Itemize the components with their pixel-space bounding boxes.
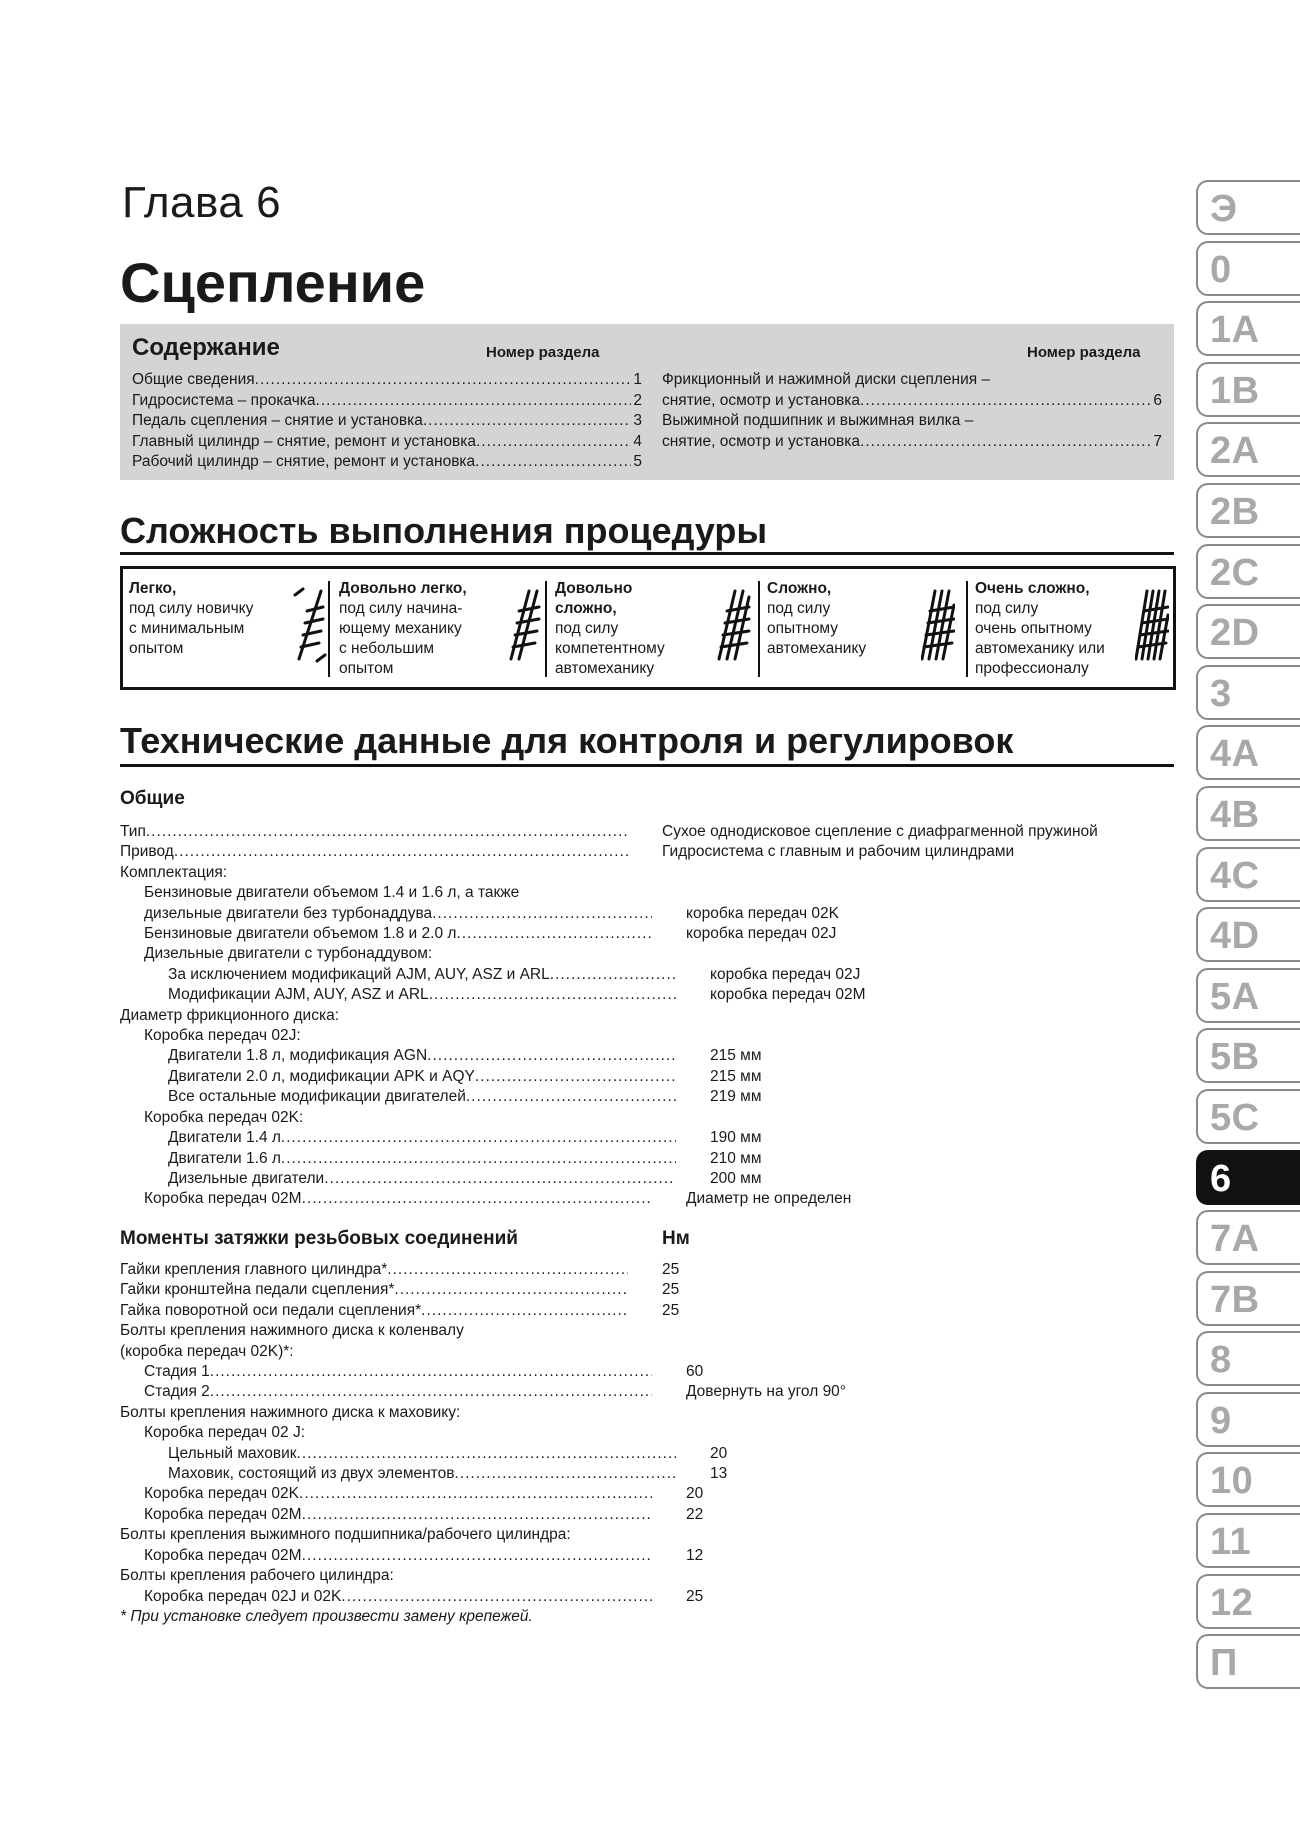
chapter-tab[interactable]: [1196, 1150, 1300, 1205]
chapter-tab[interactable]: [1196, 604, 1300, 659]
spec-value: 200 мм: [710, 1169, 762, 1187]
spec-row: [120, 1149, 1180, 1169]
difficulty-name: Довольно: [555, 580, 633, 597]
spec-row: [120, 1046, 1180, 1066]
difficulty-desc: под силу: [555, 620, 619, 637]
contents-title: Содержание: [132, 334, 280, 361]
spec-row: [120, 1108, 1180, 1128]
chapter-tab-label: 0: [1210, 248, 1232, 291]
difficulty-desc: с небольшим: [339, 640, 435, 657]
chapter-tab-label: 11: [1210, 1521, 1252, 1564]
spec-row: [120, 822, 1180, 842]
spec-row: [120, 1260, 1180, 1280]
spec-label: Болты крепления нажимного диска к коленвалу: [120, 1322, 464, 1340]
column-divider: [758, 581, 760, 677]
spec-value: 210 мм: [710, 1149, 762, 1167]
column-divider: [545, 581, 547, 677]
spec-value: 20: [710, 1444, 728, 1462]
spec-row: [120, 1128, 1180, 1148]
chapter-tab[interactable]: [1196, 786, 1300, 841]
spec-label: Комплектация:: [120, 863, 228, 881]
spec-row: [120, 1546, 1180, 1566]
contents-list-right: [662, 370, 1162, 452]
spec-row: [120, 985, 1180, 1005]
spec-label: Коробка передач 02K:: [144, 1108, 304, 1126]
spec-value: 12: [686, 1546, 704, 1564]
spec-label: Дизельные двигатели с турбонаддувом:: [144, 945, 433, 963]
spec-label: Цельный маховик: [168, 1444, 297, 1462]
chapter-tab[interactable]: [1196, 1452, 1300, 1507]
chapter-tab-label: 10: [1210, 1460, 1254, 1503]
spec-value: 13: [710, 1465, 728, 1483]
spec-value: 215 мм: [710, 1067, 762, 1085]
spec-row: [120, 1505, 1180, 1525]
chapter-tab-label: 2B: [1210, 490, 1260, 533]
difficulty-desc: под силу новичку: [129, 600, 254, 617]
spec-label: Привод: [120, 843, 174, 861]
column-divider: [328, 581, 330, 677]
spec-value: коробка передач 02J: [686, 925, 837, 943]
difficulty-desc: ющему механику: [339, 620, 462, 637]
spec-label: Болты крепления выжимного подшипника/рабочего цилиндра:: [120, 1526, 571, 1544]
spec-value: коробка передач 02J: [710, 965, 861, 983]
chapter-tabs: [1196, 180, 1300, 1695]
chapter-title: Сцепление: [120, 251, 426, 314]
general-spec-list: [120, 822, 1180, 1210]
section-number-header: Номер раздела: [1027, 344, 1141, 361]
spec-label: Бензиновые двигатели объемом 1.4 и 1.6 л, а также: [144, 884, 520, 902]
chapter-tab-label: П: [1210, 1642, 1238, 1685]
chapter-tab[interactable]: [1196, 725, 1300, 780]
chapter-tab[interactable]: [1196, 665, 1300, 720]
chapter-tab-label: 7A: [1210, 1218, 1260, 1261]
spec-row: [120, 1484, 1180, 1504]
spec-row: [120, 1423, 1180, 1443]
tech-data-title: Технические данные для контроля и регулировок: [120, 720, 1014, 761]
spec-label: Гайки крепления главного цилиндра*: [120, 1261, 388, 1278]
difficulty-desc: автомеханику или: [975, 640, 1105, 657]
spec-row: [120, 883, 1180, 903]
spec-row: [120, 924, 1180, 944]
difficulty-desc: компетентному: [555, 640, 665, 657]
spec-value: Сухое однодисковое сцепление с диафрагменной пружиной: [662, 823, 1098, 840]
chapter-tab-label: 1B: [1210, 369, 1260, 412]
difficulty-desc: автомеханику: [767, 640, 867, 657]
chapter-tab-label: 4A: [1210, 733, 1260, 776]
chapter-tab[interactable]: [1196, 180, 1300, 235]
spanner-icon: [507, 585, 541, 665]
chapter-tab[interactable]: [1196, 1513, 1300, 1568]
spec-value: коробка передач 02M: [710, 986, 866, 1004]
spec-label: Стадия 2: [144, 1383, 210, 1401]
chapter-tab-label: Э: [1210, 188, 1238, 230]
chapter-tab[interactable]: [1196, 362, 1300, 417]
chapter-tab-label: 9: [1210, 1399, 1232, 1442]
chapter-tab-label: 5C: [1210, 1096, 1260, 1139]
contents-list-left: [132, 370, 642, 473]
chapter-tab[interactable]: [1196, 1089, 1300, 1144]
chapter-tab-label: 3: [1210, 672, 1232, 715]
spec-label: Бензиновые двигатели объемом 1.8 и 2.0 л: [144, 925, 457, 943]
difficulty-level-5: [971, 579, 1171, 679]
difficulty-desc: профессионалу: [975, 660, 1089, 677]
chapter-tab-label: 5B: [1210, 1036, 1260, 1079]
spec-value: 20: [686, 1485, 704, 1503]
spec-label: Маховик, состоящий из двух элементов: [168, 1465, 455, 1483]
spec-label: Модификации AJM, AUY, ASZ и ARL: [168, 986, 429, 1004]
spec-row: [120, 1342, 1180, 1362]
contents-item[interactable]: снятие, осмотр и установка ..... 7: [662, 432, 1162, 453]
spec-row: [120, 944, 1180, 964]
spanner-icon: [293, 585, 327, 665]
spec-value: 25: [662, 1281, 680, 1299]
difficulty-level-4: [763, 579, 963, 679]
difficulty-name: сложно,: [555, 600, 617, 617]
spec-row: [120, 1280, 1180, 1300]
spec-value: 25: [662, 1261, 680, 1278]
contents-item-line[interactable]: Выжимной подшипник и выжимная вилка –: [662, 412, 974, 429]
spec-label: Тип: [120, 823, 146, 840]
section-number-header: Номер раздела: [486, 344, 600, 361]
spec-label: Коробка передач 02M: [144, 1546, 302, 1564]
chapter-tab[interactable]: [1196, 1028, 1300, 1083]
spec-label: Двигатели 1.6 л: [168, 1149, 281, 1167]
spec-label: Двигатели 2.0 л, модификации APK и AQY: [168, 1067, 475, 1085]
spec-value: 25: [662, 1301, 680, 1319]
spec-row: [120, 1587, 1180, 1607]
column-divider: [966, 581, 968, 677]
difficulty-name: Легко,: [129, 580, 177, 597]
spec-row: [120, 1566, 1180, 1586]
spec-label: Стадия 1: [144, 1363, 210, 1381]
spec-value: 219 мм: [710, 1088, 762, 1106]
chapter-tab[interactable]: [1196, 1271, 1300, 1326]
difficulty-desc: с минимальным: [129, 620, 245, 637]
spec-row: [120, 1321, 1180, 1341]
spanner-icon: [921, 585, 955, 665]
difficulty-desc: под силу начина-: [339, 600, 463, 617]
difficulty-level-3: [551, 579, 751, 679]
spec-row: [120, 1026, 1180, 1046]
torque-spec-list: [120, 1260, 1180, 1627]
spec-row: [120, 1444, 1180, 1464]
difficulty-desc: опытному: [767, 620, 839, 637]
spec-row: [120, 1382, 1180, 1402]
spec-value: 190 мм: [710, 1129, 762, 1147]
chapter-tab-label: 4B: [1210, 793, 1260, 836]
section-rule: [120, 552, 1174, 555]
chapter-tab-label: 12: [1210, 1581, 1254, 1624]
spec-row: [120, 1169, 1180, 1189]
chapter-tab[interactable]: [1196, 1392, 1300, 1447]
spec-row: [120, 1067, 1180, 1087]
spec-value: коробка передач 02K: [686, 904, 839, 922]
spec-label: Дизельные двигатели: [168, 1169, 325, 1187]
difficulty-desc: под силу: [975, 600, 1039, 617]
spec-value: 22: [686, 1505, 704, 1523]
spec-label: Диаметр фрикционного диска:: [120, 1006, 340, 1024]
chapter-tab[interactable]: [1196, 1331, 1300, 1386]
section-rule: [120, 764, 1174, 767]
chapter-tab-label: 2A: [1210, 430, 1260, 473]
spec-row: [120, 1301, 1180, 1321]
spec-label: Коробка передач 02J:: [144, 1027, 301, 1045]
spec-label: Коробка передач 02J и 02K: [144, 1587, 342, 1605]
spec-value: 25: [686, 1587, 704, 1605]
spec-row: [120, 1403, 1180, 1423]
spec-row: [120, 965, 1180, 985]
spec-value: 60: [686, 1363, 704, 1381]
chapter-tab[interactable]: [1196, 241, 1300, 296]
difficulty-desc: под силу: [767, 600, 831, 617]
chapter-tab[interactable]: [1196, 847, 1300, 902]
chapter-tab-label: 5A: [1210, 975, 1260, 1018]
chapter-tab-label: 8: [1210, 1339, 1232, 1382]
spec-row: [120, 1525, 1180, 1545]
spec-row: [120, 1362, 1180, 1382]
spec-value: Диаметр не определен: [686, 1190, 852, 1208]
spec-label: Двигатели 1.8 л, модификация AGN: [168, 1047, 428, 1065]
chapter-tab[interactable]: [1196, 422, 1300, 477]
chapter-tab-label: 4D: [1210, 915, 1260, 958]
general-heading: Общие: [120, 788, 185, 809]
spec-label: Все остальные модификации двигателей: [168, 1088, 466, 1106]
footnote: * При установке следует произвести замену крепежей.: [120, 1607, 533, 1625]
spec-row: [120, 1087, 1180, 1107]
spec-label: Болты крепления нажимного диска к маховику:: [120, 1403, 461, 1421]
spec-label: Коробка передач 02M: [144, 1190, 302, 1208]
chapter-label: Глава 6: [122, 178, 282, 227]
spec-label: За исключением модификаций AJM, AUY, ASZ и ARL: [168, 965, 550, 983]
chapter-tab[interactable]: [1196, 301, 1300, 356]
difficulty-name: Сложно,: [767, 580, 832, 597]
spec-row: [120, 1464, 1180, 1484]
contents-item[interactable]: снятие, осмотр и установка ..... 6: [662, 391, 1162, 412]
difficulty-desc: очень опытному: [975, 620, 1092, 637]
contents-item[interactable]: Главный цилиндр – снятие, ремонт и установка ..... 4: [132, 432, 642, 453]
contents-item[interactable]: Педаль сцепления – снятие и установка ..... 3: [132, 411, 642, 432]
difficulty-desc: опытом: [339, 660, 394, 677]
chapter-tab-label: 1A: [1210, 309, 1260, 352]
chapter-tab[interactable]: [1196, 1634, 1300, 1689]
torque-heading: Моменты затяжки резьбовых соединений: [120, 1228, 518, 1249]
difficulty-desc: опытом: [129, 640, 184, 657]
chapter-tab[interactable]: [1196, 968, 1300, 1023]
chapter-tab-label: 2C: [1210, 551, 1260, 594]
spec-label: Гайка поворотной оси педали сцепления*: [120, 1301, 422, 1319]
difficulty-name: Довольно легко,: [339, 580, 467, 597]
spec-value: Довернуть на угол 90°: [686, 1383, 847, 1401]
spec-label: Двигатели 1.4 л: [168, 1129, 281, 1147]
chapter-tab-label: 7B: [1210, 1278, 1260, 1321]
spec-label: Коробка передач 02 J:: [144, 1424, 306, 1442]
torque-unit: Нм: [662, 1228, 690, 1249]
spec-row: [120, 1189, 1180, 1209]
spec-label: Болты крепления рабочего цилиндра:: [120, 1567, 394, 1585]
difficulty-desc: автомеханику: [555, 660, 655, 677]
spec-label: Гайки кронштейна педали сцепления*: [120, 1281, 395, 1299]
chapter-tab-label: 2D: [1210, 612, 1260, 655]
spec-row: [120, 1006, 1180, 1026]
chapter-tab[interactable]: [1196, 544, 1300, 599]
chapter-tab-label: 4C: [1210, 854, 1260, 897]
difficulty-scale: [120, 566, 1176, 690]
spec-label: Коробка передач 02M: [144, 1505, 302, 1523]
difficulty-title: Сложность выполнения процедуры: [120, 510, 768, 551]
chapter-tab[interactable]: [1196, 483, 1300, 538]
spec-row: [120, 863, 1180, 883]
chapter-tab[interactable]: [1196, 1574, 1300, 1629]
spec-value: 215 мм: [710, 1047, 762, 1065]
difficulty-level-1: [125, 579, 325, 679]
spec-label: дизельные двигатели без турбонаддува: [144, 904, 433, 922]
spec-row: [120, 904, 1180, 924]
contents-item[interactable]: Рабочий цилиндр – снятие, ремонт и установка ..... 5: [132, 452, 642, 473]
spec-value: Гидросистема с главным и рабочим цилиндрами: [662, 843, 1015, 861]
difficulty-name: Очень сложно,: [975, 580, 1090, 597]
spec-row: [120, 842, 1180, 862]
chapter-tab-label: 6: [1210, 1157, 1232, 1200]
spec-label: (коробка передач 02K)*:: [120, 1342, 294, 1360]
contents-item[interactable]: Гидросистема – прокачка ..... 2: [132, 391, 642, 412]
chapter-tab[interactable]: [1196, 907, 1300, 962]
spanner-icon: [1135, 585, 1169, 665]
contents-item-line[interactable]: Фрикционный и нажимной диски сцепления –: [662, 371, 991, 388]
spanner-icon: [717, 585, 751, 665]
spec-label: Коробка передач 02K: [144, 1485, 300, 1503]
contents-box: [120, 324, 1174, 480]
contents-item[interactable]: Общие сведения ..... 1: [132, 370, 642, 391]
chapter-tab[interactable]: [1196, 1210, 1300, 1265]
difficulty-level-2: [335, 579, 540, 679]
